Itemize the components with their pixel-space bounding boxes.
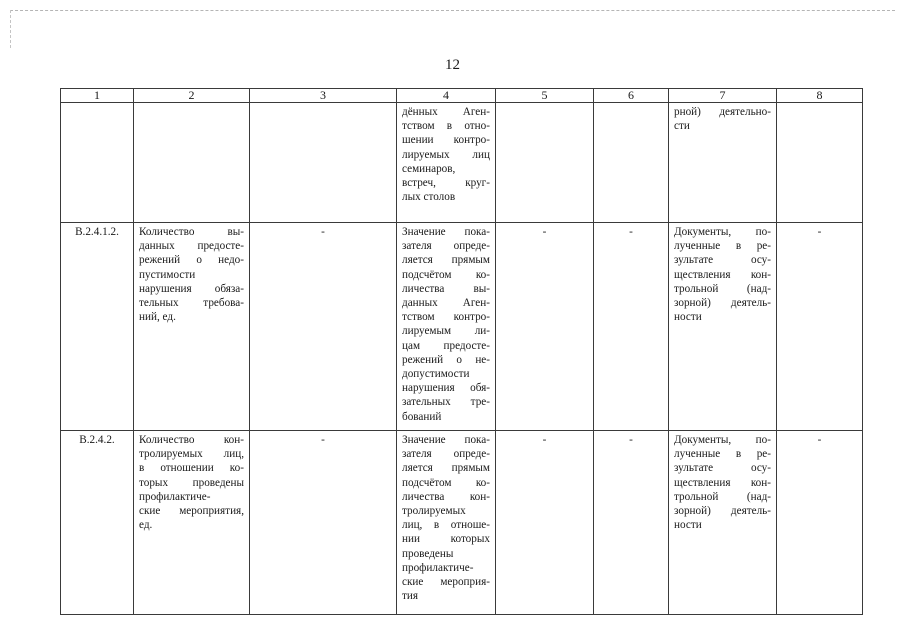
row-source-cell [669,431,777,615]
col-header-3: 3 [250,89,397,103]
text-line: личества вы- [402,282,490,295]
text-line: зультате осу- [674,462,771,475]
row-source-text [674,225,771,324]
text-line: лируемых лиц [402,148,490,161]
header-row [61,89,863,103]
text-line: зорной) деятель- [674,505,771,518]
text-line: тролируемых [402,505,466,518]
col-header-2: 2 [134,89,250,103]
row-col5: - [496,223,594,431]
row-col3: - [250,223,397,431]
text-line: нарушения обяза- [139,282,244,295]
text-line: шении контро- [402,134,490,147]
row-code: В.2.4.2. [61,431,134,615]
row-col8: - [777,223,863,431]
continuation-source-cell [669,103,777,223]
text-line: режений о не- [402,353,490,366]
text-line: ществления кон- [674,268,771,281]
row-name-cell [134,223,250,431]
cell [250,103,397,223]
row-col6: - [594,223,669,431]
text-line: лируемым ли- [402,325,490,338]
row-method-text [402,433,490,603]
text-line: тством контро- [402,311,490,324]
col-header-7: 7 [669,89,777,103]
text-line: встреч, круг- [402,177,490,190]
text-line: Документы, по- [674,226,771,238]
col-header-5: 5 [496,89,594,103]
row-name-text [139,433,244,532]
row-method-cell [397,223,496,431]
text-line: лых столов [402,191,456,204]
cell [777,103,863,223]
text-line: ществления кон- [674,476,771,489]
scan-edge-left [10,10,11,48]
text-line: профилактиче- [139,490,211,503]
text-line: тия [402,590,419,603]
text-line: тролируемых лиц, [139,448,244,461]
table-row [61,431,863,615]
col-header-8: 8 [777,89,863,103]
cell [594,103,669,223]
row-name-cell [134,431,250,615]
text-line: зорной) деятель- [674,297,771,310]
text-line: ний, ед. [139,311,176,324]
indicators-table [60,88,863,615]
row-col5: - [496,431,594,615]
cell [61,103,134,223]
text-line: лиц, в отноше- [402,519,490,532]
text-line: лученные в ре- [674,448,771,461]
continuation-row [61,103,863,223]
text-line: рной) деятельно- [674,106,771,118]
text-line: зультате осу- [674,254,771,267]
row-method-cell [397,431,496,615]
text-line: Количество вы- [139,226,244,238]
text-line: личества кон- [402,490,490,503]
text-line: Значение пока- [402,434,490,446]
row-col3: - [250,431,397,615]
row-code: В.2.4.1.2. [61,223,134,431]
text-line: лученные в ре- [674,240,771,253]
continuation-source-text [674,105,771,133]
text-line: ские мероприятия, [139,505,244,518]
col-header-1: 1 [61,89,134,103]
text-line: трольной (над- [674,490,771,503]
text-line: цам предосте- [402,339,490,352]
col-header-6: 6 [594,89,669,103]
row-col6: - [594,431,669,615]
scan-edge-top [10,10,895,11]
text-line: проведены [402,547,454,560]
text-line: бований [402,410,442,423]
text-line: Документы, по- [674,434,771,446]
continuation-method-cell [397,103,496,223]
text-line: в отношении ко- [139,462,244,475]
text-line: семинаров, [402,162,456,175]
text-line: нарушения обя- [402,382,490,395]
page-number: 12 [445,57,460,73]
text-line: сти [674,120,690,133]
text-line: ности [674,519,702,532]
text-line: профилактиче- [402,561,474,574]
continuation-method-text [402,105,490,204]
text-line: торых проведены [139,476,244,489]
text-line: подсчётом ко- [402,268,490,281]
table-row [61,223,863,431]
text-line: допустимости [402,368,470,381]
text-line: пустимости [139,268,196,281]
text-line: трольной (над- [674,282,771,295]
text-line: ляется прямым [402,254,490,267]
text-line: Количество кон- [139,434,244,446]
text-line: ляется прямым [402,462,490,475]
text-line: режений о недо- [139,254,244,267]
text-line: зательных тре- [402,396,490,409]
text-line: ские мероприя- [402,576,490,589]
text-line: зателя опреде- [402,448,490,461]
text-line: нии которых [402,533,490,546]
text-line: данных предосте- [139,240,244,253]
row-col8: - [777,431,863,615]
text-line: дённых Аген- [402,106,490,118]
row-method-text [402,225,490,424]
row-source-cell [669,223,777,431]
text-line: данных Аген- [402,297,490,310]
text-line: тельных требова- [139,297,244,310]
col-header-4: 4 [397,89,496,103]
row-name-text [139,225,244,324]
text-line: ед. [139,519,153,532]
cell [134,103,250,223]
row-source-text [674,433,771,532]
text-line: Значение пока- [402,226,490,238]
text-line: подсчётом ко- [402,476,490,489]
text-line: тством в отно- [402,120,490,133]
cell [496,103,594,223]
text-line: зателя опреде- [402,240,490,253]
text-line: ности [674,311,702,324]
